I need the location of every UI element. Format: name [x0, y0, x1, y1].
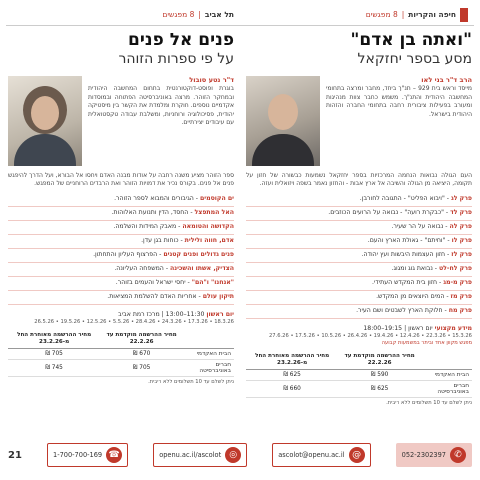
topic-item: תיקון עולם - אחריות האדם להשלמת המציאות. — [8, 291, 234, 305]
lecturer-bio: מייסד וראש בית 929 – תנ"ך ביחד, מחבר ומרצה בתחומי המחשבה היהודית והתנ"ך. משמש כחבר צוות מנהיגות ומעורב בפעילות ציבורית רחבה בתחומי החברה והזהות היהודית בישראל. — [326, 85, 473, 118]
price-row-label: חברים באוניברסיטה — [183, 359, 234, 376]
topic-label: פרק לח-לט — [438, 264, 472, 272]
lecturer-text — [88, 76, 234, 166]
course-title: "ואתה בן אדם" — [350, 30, 472, 50]
topic-text: הגיבורים והמבוא לספר הזוהר. — [114, 194, 194, 202]
topic-text: נבואה על הר שעיר. — [391, 222, 444, 230]
topic-label: פנים גדולים ופנים קטנים — [163, 250, 234, 258]
lecturer-bio: בוגרת ופוסט-דוקטורנטית בתחום המחשבה היהודית ובמחקר הזוהר. מרצה באוניברסיטה הפתוחה ובמוסדות אקדמיים נוספים. חוקרת ומלמדת את הקשר בין מיסטיקה יהודית, פסיכולוגיה ורוחניות, ומשלבת עבודה טקסטואלית עם עיבודים יצירתיים. — [88, 85, 234, 127]
topic-item: פרק לה - נבואה על הר שעיר. — [246, 221, 472, 235]
price-header: מחיר ההרשמה מאוחרת החל מ-23.2.26 — [8, 330, 100, 349]
topic-text: חלוקת הארץ לשבטים ושם העיר. — [356, 306, 443, 314]
topic-item: ים הקוסמים - הגיבורים והמבוא לספר הזוהר. — [8, 193, 234, 207]
topic-label: פרק מח — [448, 306, 472, 314]
topic-label: האל המתפצל — [194, 208, 234, 216]
topic-item: פרק לח-לט - נבואת גוג ומגוג. — [246, 263, 472, 277]
header-count: 8 מפגשים — [162, 10, 195, 19]
footer-website[interactable] — [153, 443, 247, 467]
price-row — [8, 359, 234, 376]
price-header-row — [246, 351, 472, 370]
topic-label: תיקון עולם — [202, 292, 234, 300]
topic-label: פרק לד — [450, 208, 472, 216]
topic-label: ים הקוסמים — [199, 194, 234, 202]
photo-body — [252, 134, 314, 166]
price-note: ניתן לשלם עד 10 תשלומים ללא ריבית. — [148, 378, 234, 385]
price-late: 705 ₪ — [8, 348, 100, 359]
topic-text: כוחות בגן עדן. — [141, 236, 179, 244]
topic-list — [8, 193, 234, 305]
topic-text: המים היוצאים מן המקדש. — [376, 292, 445, 300]
topic-item: פרק לז - חזון העצמות היבשות ועץ יהודה. — [246, 249, 472, 263]
lecturer — [8, 76, 234, 166]
price-row-label: הבית האקדמי — [421, 369, 472, 380]
course-subtitle: מסע בספר יחזקאל — [357, 51, 472, 67]
price-table — [246, 351, 472, 398]
price-table — [8, 330, 234, 377]
price-early: 590 ₪ — [338, 369, 421, 380]
footer-email-address: ascolot@openu.ac.il — [278, 451, 345, 459]
footer-phone-number: 052-2302397 — [401, 451, 446, 459]
price-early: 705 ₪ — [100, 359, 183, 376]
lecturer — [246, 76, 472, 166]
topic-label: הקדושה והטומאה — [182, 222, 234, 230]
meta-text: יום ראשון | 19:15–18:00 — [363, 324, 433, 332]
topic-text: מאבק המידות והשלמה. — [113, 222, 177, 230]
price-header — [421, 351, 472, 370]
course-meta — [8, 310, 234, 319]
topic-text: "וחיתם" - גאולת הארץ והעם. — [367, 236, 446, 244]
course-ezekiel — [246, 30, 472, 424]
meta-text: 11:30–13:00 | מרכז רמת אביב — [118, 310, 205, 318]
course-meta — [246, 324, 472, 333]
header-count: 8 מפגשים — [365, 10, 398, 19]
topic-text: יחסי ישראל והעמים בזוהר. — [115, 278, 186, 286]
footer-website-url: openu.ac.il/ascolot — [159, 451, 222, 459]
course-note: מפגש מקוון אחד וביתר במשמעות קבועה — [381, 339, 472, 346]
topic-item: "אנחנו" ו"הם" - יחסי ישראל והעמים בזוהר. — [8, 277, 234, 291]
footer-phone[interactable] — [396, 443, 472, 467]
lecturer-name: הרב ד"ר בני לאו — [421, 76, 472, 84]
price-row-label: חברים באוניברסיטה — [421, 380, 472, 397]
price-header: מחיר ההרשמה מאוחרת החל מ-23.2.26 — [246, 351, 338, 370]
course-title: פנים אל פנים — [128, 30, 234, 50]
price-header: מחיר ההרשמה מוקדמת עד 22.2.26 — [100, 330, 183, 349]
footer-email[interactable] — [272, 443, 370, 467]
lecturer-photo — [246, 76, 320, 166]
globe-icon: ◎ — [225, 447, 241, 463]
topic-text: "כבקרת רועה" - נבואה על הרועים הכוזבים. — [328, 208, 444, 216]
lecturer-photo — [8, 76, 82, 166]
photo-body — [14, 134, 76, 166]
price-header-row — [8, 330, 234, 349]
topic-label: הצדיק, אשתו והשכינה — [170, 264, 234, 272]
topic-label: פרק מ-מג — [443, 278, 472, 286]
photo-head — [31, 96, 59, 130]
topic-item: פנים גדולים ופנים קטנים - הפרצוף העליון והתחתון. — [8, 249, 234, 263]
topic-item: פרק לד - "כבקרת רועה" - נבואה על הרועים הכוזבים. — [246, 207, 472, 221]
topic-item: האל המתפצל - החסד, הדין ותנועת האלוהות. — [8, 207, 234, 221]
footer-tel[interactable] — [47, 443, 128, 467]
price-row — [8, 348, 234, 359]
header-city: תל אביב — [204, 10, 234, 19]
topic-item: אדם, חווה ולילית - כוחות בגן עדן. — [8, 235, 234, 249]
topic-label: פרק מז — [450, 292, 472, 300]
header-separator: | — [401, 10, 405, 19]
topic-text: נבואת גוג ומגוג. — [391, 264, 433, 272]
photo-head — [268, 94, 298, 130]
footer-tel-number: 1-700-700-169 — [53, 451, 103, 459]
meta-label: יום ראשון — [206, 310, 234, 318]
price-early: 625 ₪ — [338, 380, 421, 397]
topic-item: פרק מז - המים היוצאים מן המקדש. — [246, 291, 472, 305]
running-header-left — [6, 4, 240, 25]
footer — [8, 442, 472, 468]
price-row — [246, 380, 472, 397]
price-header — [183, 330, 234, 349]
topic-text: חזון העצמות היבשות ועץ יהודה. — [361, 250, 446, 258]
price-row-label: הבית האקדמי — [183, 348, 234, 359]
course-subtitle: על פי ספרות הזוהר — [118, 51, 234, 67]
lecturer-name: ד"ר נטע סובול — [189, 76, 234, 84]
header-tag — [460, 8, 468, 22]
topic-label: "אנחנו" ו"הם" — [191, 278, 234, 286]
topic-item: פרק לו - "וחיתם" - גאולת הארץ והעם. — [246, 235, 472, 249]
page-number: 21 — [8, 449, 22, 461]
running-header-right — [240, 4, 474, 25]
topic-item: הקדושה והטומאה - מאבק המידות והשלמה. — [8, 221, 234, 235]
course-zohar — [8, 30, 234, 424]
meta-label: מידע מקצועי — [434, 324, 472, 332]
topic-text: הפרצוף העליון והתחתון. — [93, 250, 158, 258]
course-intro: ספר הזוהר מציע משנה רחבה על אודות מבנה האדם ויחסו אל הבורא, ועל הדרך להיפגש פנים אל פנים. בקורס נכיר את דמויות הזוהר ואת הרבדים הרוחניים של המפגש. — [8, 172, 234, 188]
header-city: חיפה והקריות — [408, 10, 456, 19]
topic-label: פרק לו — [451, 236, 472, 244]
topic-label: פרק לז — [451, 250, 472, 258]
price-row — [246, 369, 472, 380]
topic-item: פרק מ-מג - חזון בית המקדש העתידי. — [246, 277, 472, 291]
topic-label: אדם, חווה ולילית — [184, 236, 234, 244]
topic-label: פרק לה — [449, 222, 472, 230]
price-note: ניתן לשלם עד 10 תשלומים ללא ריבית. — [386, 399, 472, 406]
topic-text: חזון בית המקדש העתידי. — [372, 278, 438, 286]
topic-text: אחריות האדם להשלמת המציאות. — [107, 292, 197, 300]
price-late: 625 ₪ — [246, 369, 338, 380]
topic-list — [246, 193, 472, 319]
topic-text: המשפחה העליונה. — [114, 264, 164, 272]
topic-label: פרק לג — [450, 194, 472, 202]
price-early: 670 ₪ — [100, 348, 183, 359]
email-icon: @ — [349, 447, 365, 463]
whatsapp-icon: ✆ — [450, 447, 466, 463]
header-separator: | — [198, 10, 201, 19]
topic-item: פרק מח - חלוקת הארץ לשבטים ושם העיר. — [246, 305, 472, 319]
running-header — [6, 4, 474, 26]
topic-item: פרק לג - "ויבוא הפליט" - התגובה לחורבן. — [246, 193, 472, 207]
course-dates: 15.3.26 • 22.3.26 • 12.4.26 • 19.4.26 • 26.4.26 • 10.5.26 • 17.5.26 • 27.6.26 — [268, 332, 472, 339]
course-intro: העם הגולה נבואות הנחמה המרכזיות בספר יחזקאל נשמעות כבשורה של חזון על תקומה, היציאה מן הגולה והשיבה אל ארץ אבות - והחזון נאמר בשפה ויזואלית ועזה. — [246, 172, 472, 188]
topic-item: הצדיק, אשתו והשכינה - המשפחה העליונה. — [8, 263, 234, 277]
course-dates: 18.3.26 • 17.3.26 • 24.3.26 • 28.4.26 • 5.5.26 • 12.5.26 • 19.5.26 • 26.5.26 — [34, 318, 234, 325]
topic-text: "ויבוא הפליט" - התגובה לחורבן. — [359, 194, 445, 202]
price-header: מחיר ההרשמה מוקדמת עד 22.2.26 — [338, 351, 421, 370]
lecturer-text — [326, 76, 472, 166]
price-late: 745 ₪ — [8, 359, 100, 376]
price-late: 660 ₪ — [246, 380, 338, 397]
topic-text: החסד, הדין ותנועת האלוהות. — [111, 208, 189, 216]
phone-icon: ☎ — [106, 447, 122, 463]
